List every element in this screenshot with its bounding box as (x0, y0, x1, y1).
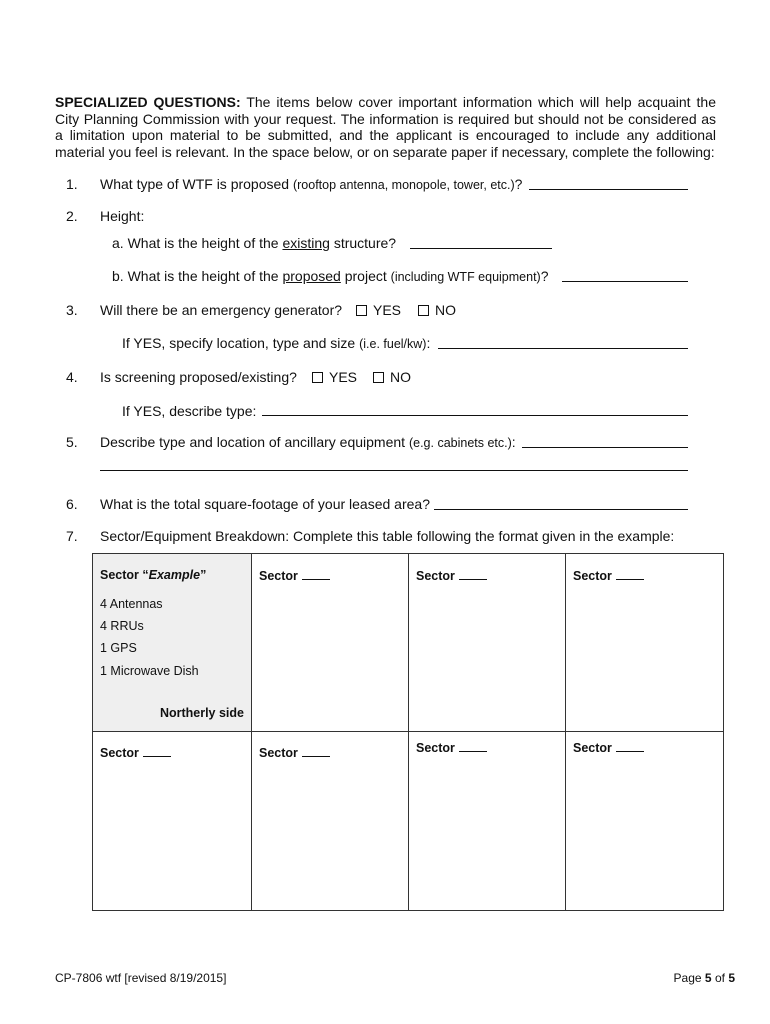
q4-yes-checkbox[interactable] (312, 372, 323, 383)
q2a-text (112, 235, 396, 251)
q2b-underlined: proposed (282, 268, 341, 284)
example-sector-cell (93, 554, 252, 732)
sector-cell[interactable] (409, 554, 566, 732)
q2-number: 2. (66, 208, 78, 224)
example-item: 4 Antennas (100, 597, 163, 611)
q1-end: ? (514, 176, 523, 192)
example-sector-header (100, 568, 206, 582)
example-prefix: Sector “ (100, 568, 149, 582)
q7-text: Sector/Equipment Breakdown: Complete this table following the format given in the example: (100, 528, 675, 544)
q6-text: What is the total square-footage of your leased area? (100, 496, 430, 512)
q6-number: 6. (66, 496, 78, 512)
sector-label: Sector (100, 746, 139, 760)
sector-equipment-table (92, 553, 724, 911)
q1-label: What type of WTF is proposed (100, 176, 290, 192)
q3-follow-text (122, 335, 430, 352)
page-total: 5 (728, 971, 735, 985)
q2a-pre: What is the height of the (127, 235, 279, 251)
sector-blank[interactable] (143, 745, 171, 757)
sector-header (100, 745, 171, 760)
page-current: 5 (704, 971, 712, 985)
q4-no-option[interactable] (373, 369, 411, 385)
q4-no-checkbox[interactable] (373, 372, 384, 383)
sector-cell[interactable] (409, 732, 566, 911)
q5-end: : (511, 434, 516, 450)
q5-answer-line-2[interactable] (100, 470, 688, 471)
q7-number: 7. (66, 528, 78, 544)
q4-label: Is screening proposed/existing? (100, 369, 297, 385)
q2a-underlined: existing (282, 235, 330, 251)
sector-label: Sector (416, 741, 455, 755)
q4-no-label: NO (390, 369, 411, 385)
example-side: Northerly side (159, 706, 244, 720)
q2-text: Height: (100, 208, 145, 224)
q3-yes-option[interactable] (356, 302, 401, 318)
page-mid: of (714, 971, 725, 985)
sector-label: Sector (573, 569, 612, 583)
sector-header (573, 568, 644, 583)
sector-blank[interactable] (459, 740, 487, 752)
q5-label: Describe type and location of ancillary equipment (100, 434, 406, 450)
q4-number: 4. (66, 369, 78, 385)
sector-cell[interactable] (566, 554, 724, 732)
q2a-answer-line[interactable] (410, 248, 552, 249)
sector-cell[interactable] (252, 732, 409, 911)
sector-label: Sector (259, 746, 298, 760)
q1-answer-line[interactable] (529, 189, 688, 190)
intro-text: The items below cover important information which will help acquaint the City Planning Commission with your request. The information is required but should not be considered as a limitation upon material to be submitted, and the applicant is encouraged to include any additional material you feel is relevant. In the space below, or on separate paper if necessary, complete the following: (55, 94, 716, 160)
q6-answer-line[interactable] (434, 509, 688, 510)
sector-label: Sector (416, 569, 455, 583)
example-item: 1 GPS (100, 641, 137, 655)
q4-text (100, 369, 297, 385)
q2b-answer-line[interactable] (562, 281, 688, 282)
q2b-end: ? (540, 268, 549, 284)
sector-label: Sector (573, 741, 612, 755)
sector-label: Sector (259, 569, 298, 583)
sector-header (416, 740, 487, 755)
sector-blank[interactable] (459, 568, 487, 580)
q3-hint: (i.e. fuel/kw) (359, 337, 427, 351)
example-item: 1 Microwave Dish (100, 664, 199, 678)
q1-number: 1. (66, 176, 78, 192)
q3-yes-checkbox[interactable] (356, 305, 367, 316)
q3-answer-line[interactable] (438, 348, 688, 349)
q3-no-label: NO (435, 302, 456, 318)
example-suffix: ” (200, 568, 207, 582)
footer-page-number (674, 971, 735, 985)
q2a-label: a. (112, 235, 124, 251)
q2b-post: project (344, 268, 387, 284)
sector-header (416, 568, 487, 583)
q1-hint: (rooftop antenna, monopole, tower, etc.) (292, 178, 515, 192)
footer-form-id: CP-7806 wtf [revised 8/19/2015] (55, 971, 227, 985)
sector-cell[interactable] (252, 554, 409, 732)
q3-label: Will there be an emergency generator? (100, 302, 343, 318)
q3-end: : (426, 335, 431, 351)
sector-header (259, 745, 330, 760)
q5-number: 5. (66, 434, 78, 450)
intro-heading: SPECIALIZED QUESTIONS: (55, 94, 241, 110)
example-item: 4 RRUs (100, 619, 144, 633)
sector-header (259, 568, 330, 583)
q5-hint: (e.g. cabinets etc.) (408, 436, 512, 450)
q4-answer-line[interactable] (262, 415, 688, 416)
q3-yes-label: YES (373, 302, 402, 318)
q4-yes-label: YES (329, 369, 358, 385)
q2b-label: b. (112, 268, 124, 284)
sector-cell[interactable] (566, 732, 724, 911)
intro-paragraph (55, 94, 716, 160)
q5-answer-line-1[interactable] (522, 447, 688, 448)
sector-blank[interactable] (302, 568, 330, 580)
q5-text (100, 434, 516, 451)
page-prefix: Page (673, 971, 702, 985)
q3-number: 3. (66, 302, 78, 318)
sector-blank[interactable] (302, 745, 330, 757)
sector-cell[interactable] (93, 732, 252, 911)
sector-header (573, 740, 644, 755)
sector-blank[interactable] (616, 740, 644, 752)
q3-text (100, 302, 342, 318)
q2a-post: structure? (333, 235, 397, 251)
q3-follow-label: If YES, specify location, type and size (122, 335, 356, 351)
q3-no-checkbox[interactable] (418, 305, 429, 316)
q2b-hint: (including WTF equipment) (390, 270, 541, 284)
q1-text (100, 176, 522, 193)
q4-follow-text: If YES, describe type: (122, 403, 257, 419)
q3-no-option[interactable] (418, 302, 456, 318)
sector-blank[interactable] (616, 568, 644, 580)
q2b-text (112, 268, 549, 285)
q4-yes-option[interactable] (312, 369, 357, 385)
q2b-pre: What is the height of the (127, 268, 279, 284)
example-word: Example (148, 568, 201, 582)
